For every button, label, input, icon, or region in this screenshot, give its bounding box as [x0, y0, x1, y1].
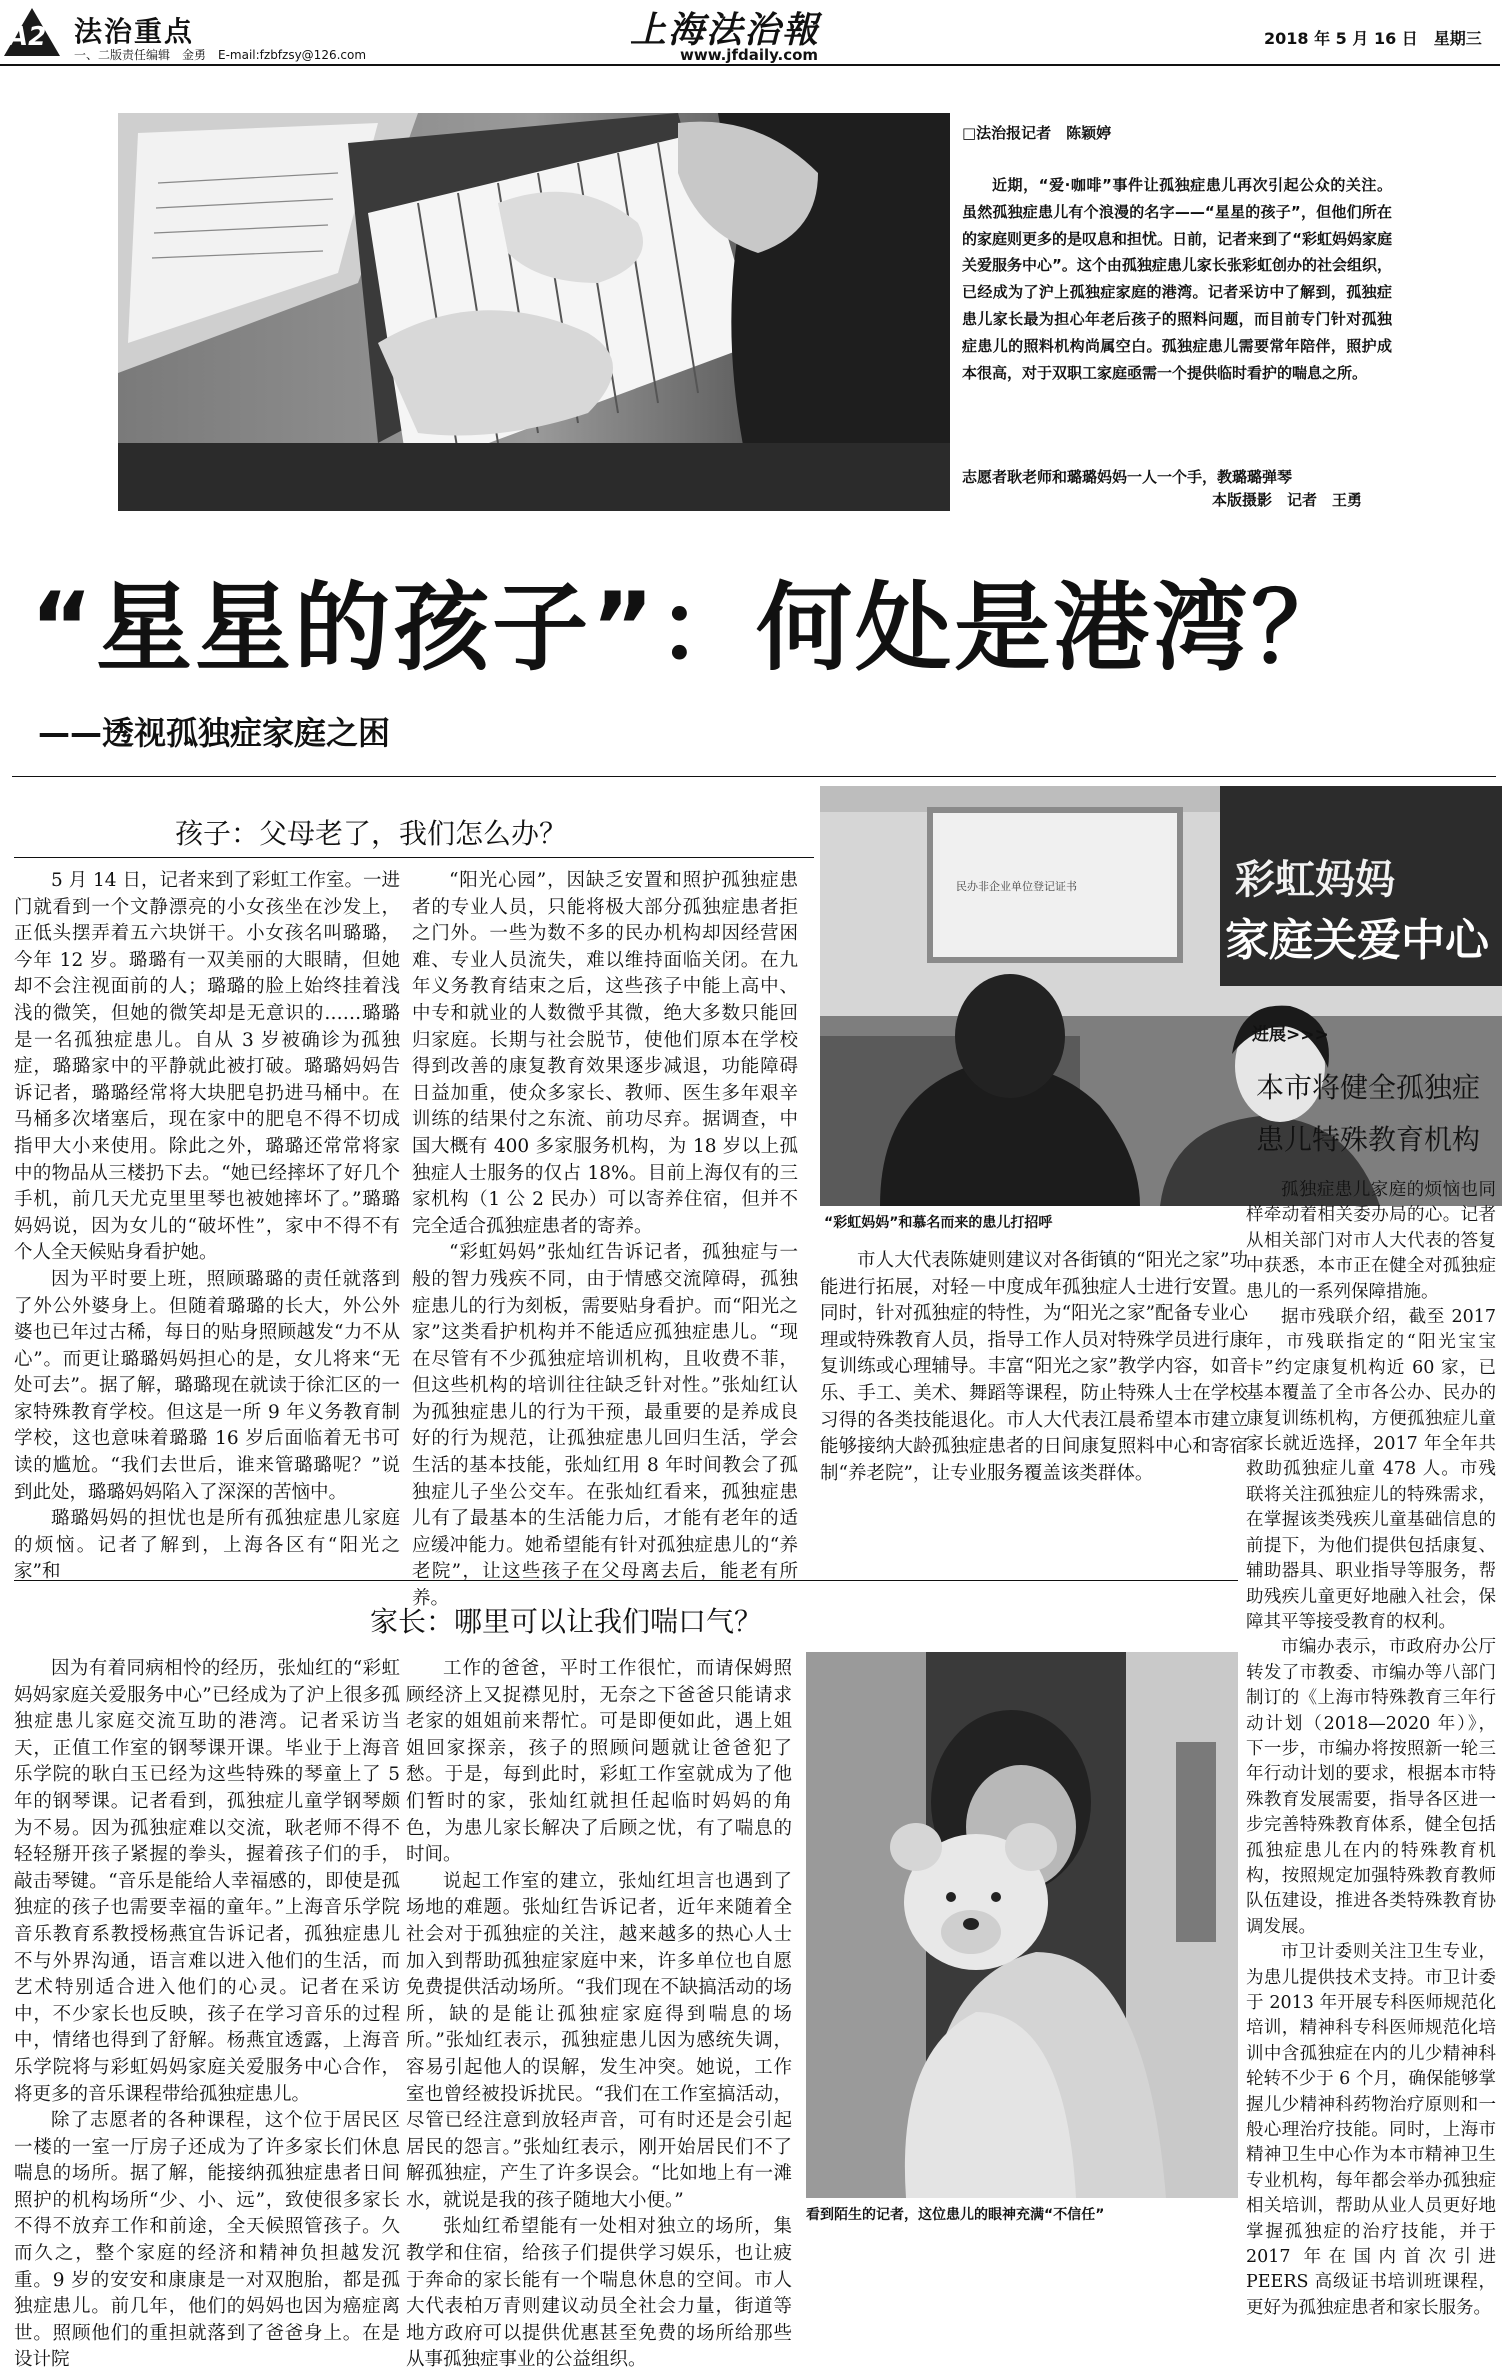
lede-byline: □法治报记者 陈颖婷 — [962, 124, 1112, 142]
masthead: 上海法治報 — [630, 9, 821, 51]
paragraph: 5 月 14 日，记者来到了彩虹工作室。一进门就看到一个文静漂亮的小女孩坐在沙发上，正低头摆弄着五六块饼干。小女孩名叫璐璐，今年 12 岁。璐璐有一双美丽的大眼睛，但她却不会注视面前的人；璐璐的脸上始终挂着浅浅的微笑，但她的微笑却是无意识的……璐璐是一名孤独症患儿。自从 3 岁被确诊为孤独症，璐璐家中的平静就此被打破。璐璐妈妈告诉记者，璐璐经常将大块肥皂扔进马桶中。在马桶多次堵塞后，现在家中的肥皂不得不切成指甲大小来使用。除此之外，璐璐还常常将家中的物品从三楼扔下去。“她已经摔坏了好几个手机，前几天尤克里里琴也被她摔坏了。”璐璐妈妈说，因为女儿的“破坏性”，家中不得不有个人全天候贴身看护她。 — [14, 870, 400, 1264]
section-title: 法治重点 — [74, 15, 195, 48]
headline-divider — [12, 776, 1496, 777]
photo-sign-line-2: 家庭关爱中心 — [1225, 915, 1489, 966]
section2-heading: 家长：哪里可以让我们喘口气？ — [370, 1605, 763, 1638]
paragraph: 璐璐妈妈的担忧也是所有孤独症患儿家庭的烦恼。记者了解到，上海各区有“阳光之家”和 — [14, 1508, 400, 1583]
paragraph: 市编办表示，市政府办公厅转发了市教委、市编办等八部门制订的《上海市特殊教育三年行动计划（2018—2020 年）》，下一步，市编办将按照新一轮三年行动计划的要求，根据本市特殊教育发展需要，指导各区进一步完善特殊教育体系，健全包括孤独症患儿在内的特殊教育机构，按照规定加强特殊教育教师队伍建设，推进各类特殊教育协调发展。 — [1246, 1637, 1496, 1937]
paragraph: 市卫计委则关注卫生专业，为患儿提供技术支持。市卫计委于 2013 年开展专科医师规范化培训，精神科专科医师规范化培训中含孤独症在内的儿少精神科轮转不少于 6 个月，确保能够掌握儿少精神科药物治疗原则和一般心理治疗技能。同时，上海市精神卫生中心作为本市精神卫生专业机构，每年都会举办孤独症相关培训，帮助从业人员更好地掌握孤独症的治疗技能，并于 2017 年在国内首次引进 PEERS 高级证书培训班课程，更好为孤独症患者和家长服务。 — [1246, 1942, 1496, 2318]
sidebar-title-line-2: 患儿特殊教育机构 — [1256, 1123, 1481, 1156]
main-headline: “星星的孩子”：何处是港湾？ — [30, 572, 1351, 684]
top-photo-caption: 志愿者耿老师和璐璐妈妈一人一个手，教璐璐弹琴 — [962, 468, 1293, 486]
paragraph: 除了志愿者的各种课程，这个位于居民区一楼的一室一厅房子还成为了许多家长们休息喘息的场所。据了解，能接纳孤独症患者日间照护的机构场所“少、小、远”，致使很多家长不得不放弃工作和前途，全天候照管孩子。久而久之，整个家庭的经济和精神负担越发沉重。9 岁的安安和康康是一对双胞胎，都是孤独症患儿。前几年，他们的妈妈也因为癌症离世。照顾他们的重担就落到了爸爸身上。在是设计院 — [14, 2110, 400, 2371]
section1-heading: 孩子：父母老了，我们怎么办？ — [175, 817, 568, 850]
rainbow-photo-caption: “彩虹妈妈”和慕名而来的患儿打招呼 — [824, 1215, 1053, 1231]
paragraph: 说起工作室的建立，张灿红坦言也遇到了场地的难题。张灿红告诉记者，近年来随着全社会对于孤独症的关注，越来越多的热心人士加入到帮助孤独症家庭中来，许多单位也自愿免费提供活动场所。“我们现在不缺搞活动的场所，缺的是能让孤独症家庭得到喘息的场所。”张灿红表示，孤独症患儿因为感统失调，容易引起他人的误解，发生冲突。她说，工作室也曾经被投诉扰民。“我们在工作室搞活动，尽管已经注意到放轻声音，可有时还是会引起居民的怨言。”张灿红表示，刚开始居民们不了解孤独症，产生了许多误会。“比如地上有一滩水，就说是我的孩子随地大小便。” — [406, 1870, 792, 2211]
piano-photo-image — [118, 113, 950, 511]
section2-top-rule — [14, 1580, 1238, 1581]
sidebar-title-line-1: 本市将健全孤独症 — [1256, 1071, 1481, 1104]
paragraph: 因为有着同病相怜的经历，张灿红的“彩虹妈妈家庭关爱服务中心”已经成为了沪上很多孤独症患儿家庭交流互助的港湾。记者采访当天，正值工作室的钢琴课开课。毕业于上海音乐学院的耿白玉已经为这些特殊的琴童上了 5 年的钢琴课。记者看到，孤独症儿童学钢琴颇为不易。因为孤独症难以交流，耿老师不得不轻轻掰开孩子紧握的拳头，握着孩子们的手，敲击琴键。“音乐是能给人幸福感的，即使是孤独症的孩子也需要幸福的童年。”上海音乐学院音乐教育系教授杨燕宜告诉记者，孤独症患儿不与外界沟通，语言难以进入他们的生活，而艺术特别适合进入他们的心灵。记者在采访中，不少家长也反映，孩子在学习音乐的过程中，情绪也得到了舒解。杨燕宜透露，上海音乐学院将与彩虹妈妈家庭关爱服务中心合作，将更多的音乐课程带给孤独症患儿。 — [14, 1658, 400, 2105]
section1-column-2 — [412, 868, 798, 1610]
issue-date: 2018 年 5 月 16 日 星期三 — [1264, 29, 1482, 48]
paragraph: 市人大代表陈婕则建议对各街镇的“阳光之家”功能进行拓展，对轻－中度成年孤独症人士进行安置。同时，针对孤独症的特性，为“阳光之家”配备专业心理或特殊教育人员，指导工作人员对特殊学员进行康复训练或心理辅导。丰富“阳光之家”教学内容，如音乐、手工、美术、舞蹈等课程，防止特殊人士在学校习得的各类技能退化。市人大代表江晨希望本市建立能够接纳大龄孤独症患者的日间康复照料中心和寄宿制“养老院”，让专业服务覆盖该类群体。 — [820, 1250, 1248, 1484]
section1-column-1 — [14, 868, 400, 1583]
child-photo-image — [806, 1652, 1238, 2198]
section2-column-2 — [406, 1656, 792, 2371]
paragraph: 因为平时要上班，照顾璐璐的责任就落到了外公外婆身上。但随着璐璐的长大，外公外婆也已年过古稀，每日的贴身照顾越发“力不从心”。而更让璐璐妈妈担心的是，女儿将来“无处可去”。据了解，璐璐现在就读于徐汇区的一家特殊教育学校。但这是一所 9 年义务教育制学校，这也意味着璐璐 16 岁后面临着无书可读的尴尬。“我们去世后，谁来管璐璐呢？”说到此处，璐璐妈妈陷入了深深的苦恼中。 — [14, 1268, 400, 1503]
paragraph: “阳光心园”，因缺乏安置和照护孤独症患者的专业人员，只能将极大部分孤独症患者拒之门外。一些为数不多的民办机构却因经营困难、专业人员流失，难以维持面临关闭。在九年义务教育结束之后，这些孩子中能上高中、中专和就业的人数微乎其微，绝大多数只能回归家庭。长期与社会脱节，使他们原本在学校得到改善的康复教育效果逐步减退，功能障碍日益加重，使众多家长、教师、医生多年艰辛训练的结果付之东流、前功尽弃。据调查，中国大概有 400 多家服务机构，为 18 岁以上孤独症人士服务的仅占 18%。目前上海仅有的三家机构（1 公 2 民办）可以寄养住宿，但并不完全适合孤独症患者的寄养。 — [412, 870, 798, 1237]
photo-certificate-text: 民办非企业单位登记证书 — [956, 880, 1077, 893]
paragraph: 张灿红希望能有一处相对独立的场所，集教学和住宿，给孩子们提供学习娱乐，也让疲于奔命的家长能有一个喘息休息的空间。市人大代表柏万青则建议动员全社会力量，街道等地方政府可以提供优惠甚至免费的场所给那些从事孤独症事业的公益组织。 — [406, 2216, 792, 2371]
paragraph: 工作的爸爸，平时工作很忙，而请保姆照顾经济上又捉襟见肘，无奈之下爸爸只能请求老家的姐姐前来帮忙。可是即便如此，遇上姐姐回家探亲，孩子的照顾问题就让爸爸犯了愁。于是，每到此时，彩虹工作室就成为了他们暂时的家，张灿红就担任起临时妈妈的角色，为患儿家长解决了后顾之忧，有了喘息的时间。 — [406, 1658, 792, 1866]
photo-sign-line-1: 彩虹妈妈 — [1235, 857, 1395, 903]
page-number-badge — [2, 6, 62, 58]
section2-column-1 — [14, 1656, 400, 2371]
section1-column-3 — [820, 1248, 1248, 1568]
child-photo — [806, 1652, 1238, 2198]
sidebar-body — [1246, 1178, 1496, 2318]
child-photo-caption: 看到陌生的记者，这位患儿的眼神充满“不信任” — [806, 2207, 1105, 2223]
sidebar-kicker: 进展>>> — [1252, 1025, 1329, 1045]
page-label: A2 — [8, 22, 47, 52]
sub-headline: ——透视孤独症家庭之困 — [38, 714, 391, 752]
piano-photo — [118, 113, 950, 511]
paragraph: “彩虹妈妈”张灿红告诉记者，孤独症与一般的智力残疾不同，由于情感交流障碍，孤独症患儿的行为刻板，需要贴身看护。而“阳光之家”这类看护机构并不能适应孤独症患儿。“现在尽管有不少孤独症培训机构，且收费不菲，但这些机构的培训往往缺乏针对性。”张灿红认为孤独症患儿的行为干预，最重要的是养成良好的行为规范，让孤独症患儿回归生活，学会生活的基本技能，张灿红用 8 年时间教会了孤独症儿子坐公交车。在张灿红看来，孤独症患儿有了最基本的生活能力后，才能有老年的适应缓冲能力。她希望能有针对孤独症患儿的“养老院”，让这些孩子在父母离去后，能老有所养。 — [412, 1242, 798, 1610]
website[interactable]: www.jfdaily.com — [680, 46, 819, 64]
paragraph: 据市残联介绍，截至 2017 年，市残联指定的“阳光宝宝卡”约定康复机构近 60 家，已基本覆盖了全市各公办、民办的康复训练机构，方便孤独症儿童家长就近选择，2017 年全年共救助孤独症儿童 478 人。市残联将关注孤独症儿的特殊需求，在掌握该类残疾儿童基础信息的前提下，为他们提供包括康复、辅助器具、职业指导等服务，帮助残疾儿童更好地融入社会，保障其平等接受教育的权利。 — [1246, 1307, 1496, 1632]
section1-rule — [14, 857, 814, 858]
editors-line: 一、二版责任编辑 金勇 E-mail:fzbfzsy@126.com — [74, 48, 367, 62]
lede-text: 近期，“爱·咖啡”事件让孤独症患儿再次引起公众的关注。虽然孤独症患儿有个浪漫的名字——“星星的孩子”，但他们所在的家庭则更多的是叹息和担忧。日前，记者来到了“彩虹妈妈家庭关爱服务中心”。这个由孤独症患儿家长张彩虹创办的社会组织，已经成为了沪上孤独症家庭的港湾。记者采访中了解到，孤独症患儿家长最为担心年老后孩子的照料问题，而目前专门针对孤独症患儿的照料机构尚属空白。孤独症患儿需要常年陪伴，照护成本很高，对于双职工家庭亟需一个提供临时看护的喘息之所。 — [962, 176, 1392, 382]
photo-credit: 本版摄影 记者 王勇 — [1212, 491, 1363, 509]
header-divider — [0, 64, 1500, 66]
paragraph: 孤独症患儿家庭的烦恼也同样牵动着相关委办局的心。记者从相关部门对市人大代表的答复中获悉，本市正在健全对孤独症患儿的一系列保障措施。 — [1246, 1180, 1496, 1302]
